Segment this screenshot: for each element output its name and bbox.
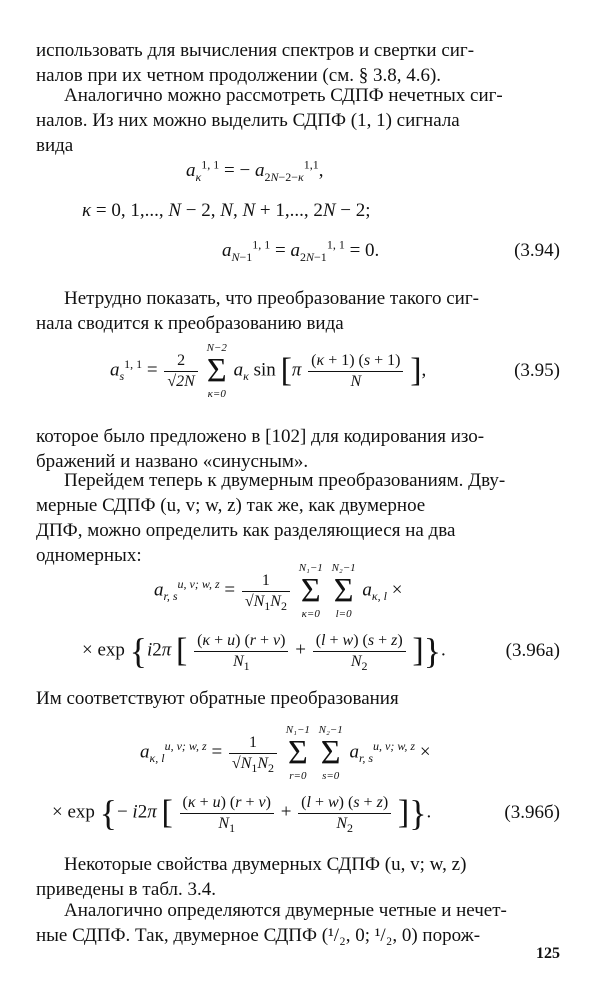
text-line: вида: [36, 135, 74, 156]
page-number: 125: [536, 945, 560, 962]
equation-3-96a-part1: $a_{r, s}^{u, v; w, z}$ = $\frac{1}{√N_1N_2}$ N₁−1 Σ κ=0 N₂−1 Σ l=0 $a_{\kappa, l}$ ×: [154, 562, 403, 620]
text-line: налов при их четном продолжении (см. § 3.8, 4.6).: [36, 65, 442, 86]
text-line: которое было предложено в [102] для кодирования изо-: [36, 426, 485, 447]
equation-index-range: κ = 0, 1,..., N − 2, N, N + 1,..., 2N − 2;: [82, 200, 371, 221]
text-line: Перейдем теперь к двумерным преобразованиям. Дву-: [64, 470, 506, 491]
equation-3-94: $a_{N-1}^{1, 1} = a_{2N-1}^{1, 1} = 0$. (3.94): [222, 237, 560, 264]
text-line: нала сводится к преобразованию вида: [36, 313, 344, 334]
equation-odd-signal: $a_\kappa^{1, 1}$ = − $a_{2N-2-\kappa}^{1,1}$,: [186, 157, 324, 184]
paragraph-4: [36, 424, 560, 474]
text-line: ДПФ, можно определить как разделяющиеся на два: [36, 520, 456, 541]
text-line: одномерных:: [36, 545, 142, 566]
equation-3-95: $a_s^{1, 1}$ = $\frac{2}{√2N}$ N−2 Σ κ=0 $a_\kappa$ sin [π $\frac{(\kappa + 1) (s + 1)}{N}$ ], (3.95): [110, 342, 560, 400]
text-line: бражений и названо «синусным».: [36, 451, 309, 472]
text-line: Аналогично можно рассмотреть СДПФ нечетных сиг-: [64, 85, 503, 106]
equation-number: (3.96б): [504, 802, 560, 823]
paragraph-3: [36, 286, 560, 336]
paragraph-5: [36, 468, 560, 568]
text-line: Нетрудно показать, что преобразование такого сиг-: [64, 288, 479, 309]
paragraph-2: [36, 83, 560, 158]
text-line: приведены в табл. 3.4.: [36, 879, 217, 900]
text-line: мерные СДПФ (u, v; w, z) так же, как двумерное: [36, 495, 426, 516]
paragraph-7: [36, 852, 560, 902]
equation-number: (3.94): [514, 240, 560, 261]
text-line: использовать для вычисления спектров и свертки сиг-: [36, 40, 475, 61]
equation-3-96b-part1: $a_{\kappa, l}^{u, v; w, z}$ = $\frac{1}{√N_1N_2}$ N₁−1 Σ r=0 N₂−1 Σ s=0 $a_{r, s}^{u, v; w, z}$ ×: [140, 724, 431, 782]
paragraph-1: [36, 38, 560, 88]
paragraph-6: [36, 686, 560, 711]
paragraph-8: [36, 898, 560, 948]
equation-3-96a-part2: × exp {i2π [ $\frac{(\kappa + u) (r + v)}{N_1}$ + $\frac{(l + w) (s + z)}{N_2}$ ]}. (3.96а): [82, 631, 560, 673]
equation-3-96b-part2: × exp {− i2π [ $\frac{(\kappa + u) (r + v)}{N_1}$ + $\frac{(l + w) (s + z)}{N_2}$ ]}. (3.96б): [52, 793, 560, 835]
text-line: Им соответствуют обратные преобразования: [36, 688, 399, 709]
equation-number: (3.96а): [505, 640, 560, 661]
text-line: ные СДПФ. Так, двумерное СДПФ (¹/₂, 0; ¹/₂, 0) порож-: [36, 925, 481, 946]
equation-number: (3.95): [514, 360, 560, 381]
text-line: Аналогично определяются двумерные четные и нечет-: [64, 900, 507, 921]
text-line: Некоторые свойства двумерных СДПФ (u, v; w, z): [64, 854, 467, 875]
text-line: налов. Из них можно выделить СДПФ (1, 1) сигнала: [36, 110, 460, 131]
